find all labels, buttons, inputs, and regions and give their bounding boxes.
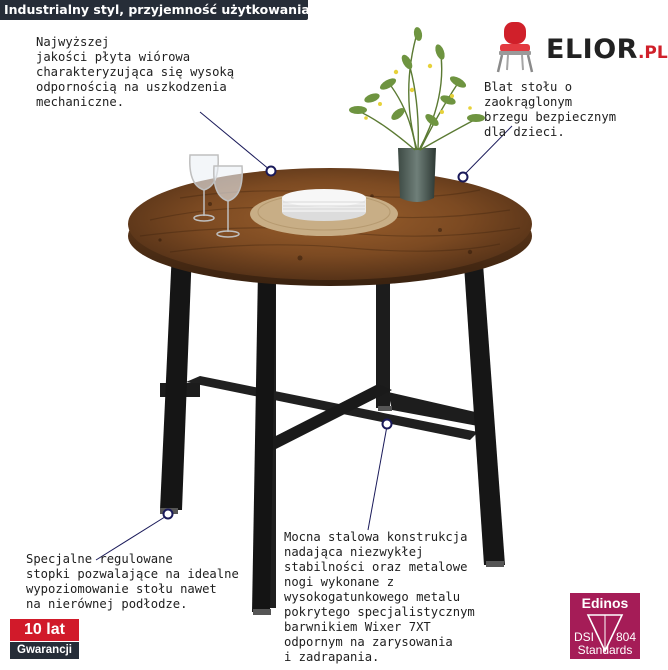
certificate-number: 804 [615,630,636,644]
table-leg-front-left [160,250,192,510]
warranty-label: Gwarancji [10,642,79,659]
plant [356,30,478,150]
warranty-badge [8,617,81,661]
callout-marker [383,420,392,429]
leader-line [368,426,387,530]
callout-marker [459,173,468,182]
brand-name-main: ELIOR [546,34,638,65]
certificate-left: DSI [574,630,595,644]
brand-name-suffix: .PL [637,43,668,63]
certificate-badge [570,593,640,659]
header-tagline: Industrialny styl, przyjemność użytkowania! [0,0,308,20]
callout-steel-frame: Mocna stalowa konstrukcja nadająca niezwykłej stabilności oraz metalowe nogi wykonane z wysokogatunkowego metalu pokrytego specjalistycznym barwnikiem Wixer 7XT odpornym na zarysowania i zadrapania. [284,530,475,664]
callout-chipboard: Najwyższej jakości płyta wiórowa charakteryzująca się wysoką odpornością na uszkodzenia mechaniczne. [36,35,235,109]
warranty-years: 10 lat [10,619,79,641]
callout-marker [164,510,173,519]
callout-rounded-edge: Blat stołu o zaokrąglonym brzegu bezpiecznym dla dzieci. [484,80,617,139]
plant-vase [398,148,436,202]
certificate-name: Edinos [581,595,629,611]
certificate-label: Standards [577,643,633,657]
table-leg-front-right [463,250,505,565]
callout-marker [267,167,276,176]
callout-adjustable-feet: Specjalne regulowane stopki pozwalające na idealne wypoziomowanie stołu nawet na nierównej podłodze. [26,552,239,611]
